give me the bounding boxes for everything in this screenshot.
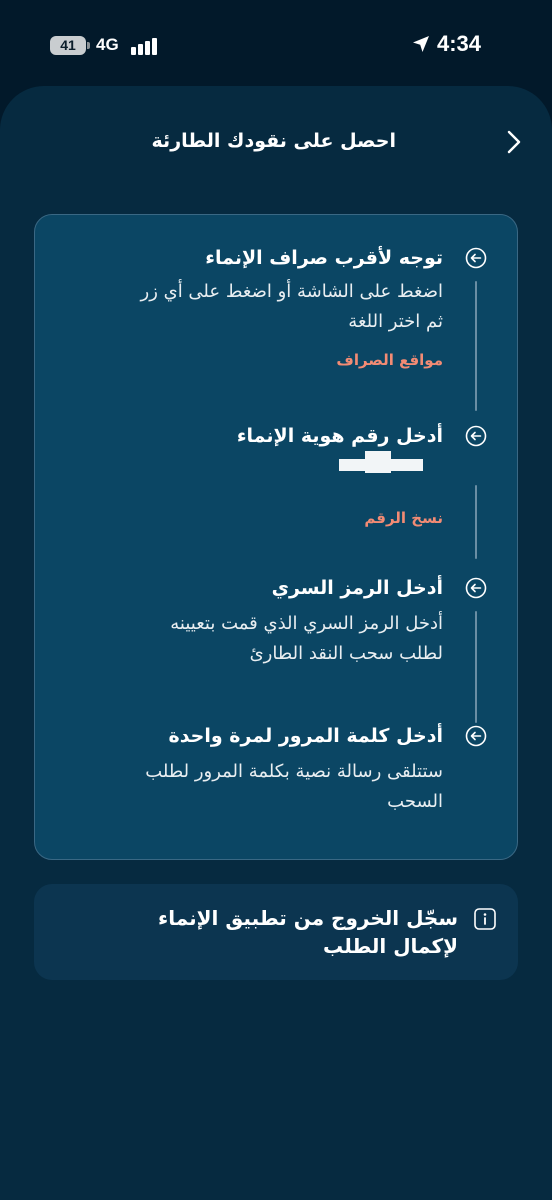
status-time: 4:34 xyxy=(437,31,482,56)
info-icon xyxy=(474,908,496,930)
step-description: أدخل الرمز السري الذي قمت بتعيينه لطلب سحب النقد الطارئ xyxy=(170,613,443,664)
bottom-sheet xyxy=(0,86,552,1200)
sheet-header xyxy=(0,86,552,198)
step-title: توجه لأقرب صراف الإنماء xyxy=(205,247,443,269)
step-4 xyxy=(33,705,517,861)
back-button[interactable] xyxy=(502,128,526,156)
status-bar xyxy=(0,0,552,88)
steps-card xyxy=(34,214,518,860)
arrow-left-circle-icon xyxy=(465,725,487,747)
atm-locations-link[interactable]: مواقع الصراف xyxy=(336,351,443,369)
info-box xyxy=(34,884,518,980)
step-2 xyxy=(33,405,517,555)
arrow-left-circle-icon xyxy=(465,425,487,447)
step-title: أدخل الرمز السري xyxy=(271,577,443,599)
step-title: أدخل رقم هوية الإنماء xyxy=(236,425,443,447)
location-arrow-icon xyxy=(412,35,430,53)
timeline-line xyxy=(475,281,477,411)
copy-number-link[interactable]: نسخ الرقم xyxy=(364,509,443,527)
step-description: اضغط على الشاشة أو اضغط على أي زر ثم اختر اللغة xyxy=(140,281,443,332)
battery-nub xyxy=(87,42,90,49)
step-title: أدخل كلمة المرور لمرة واحدة xyxy=(168,725,443,747)
network-type: 4G xyxy=(96,35,119,54)
redacted-id-block xyxy=(365,451,391,473)
timeline-line xyxy=(475,485,477,559)
arrow-left-circle-icon xyxy=(465,577,487,599)
page-title: احصل على نقودك الطارئة xyxy=(151,130,396,152)
info-text: سجّل الخروج من تطبيق الإنماء لإكمال الطلب xyxy=(158,906,458,958)
chevron-right-icon xyxy=(507,130,521,154)
arrow-left-circle-icon xyxy=(465,247,487,269)
signal-bars-icon xyxy=(131,37,159,55)
step-1 xyxy=(33,215,517,405)
battery-icon: 41 xyxy=(50,36,86,55)
step-description: ستتلقى رسالة نصية بكلمة المرور لطلب السحب xyxy=(145,761,443,812)
step-3 xyxy=(33,555,517,705)
